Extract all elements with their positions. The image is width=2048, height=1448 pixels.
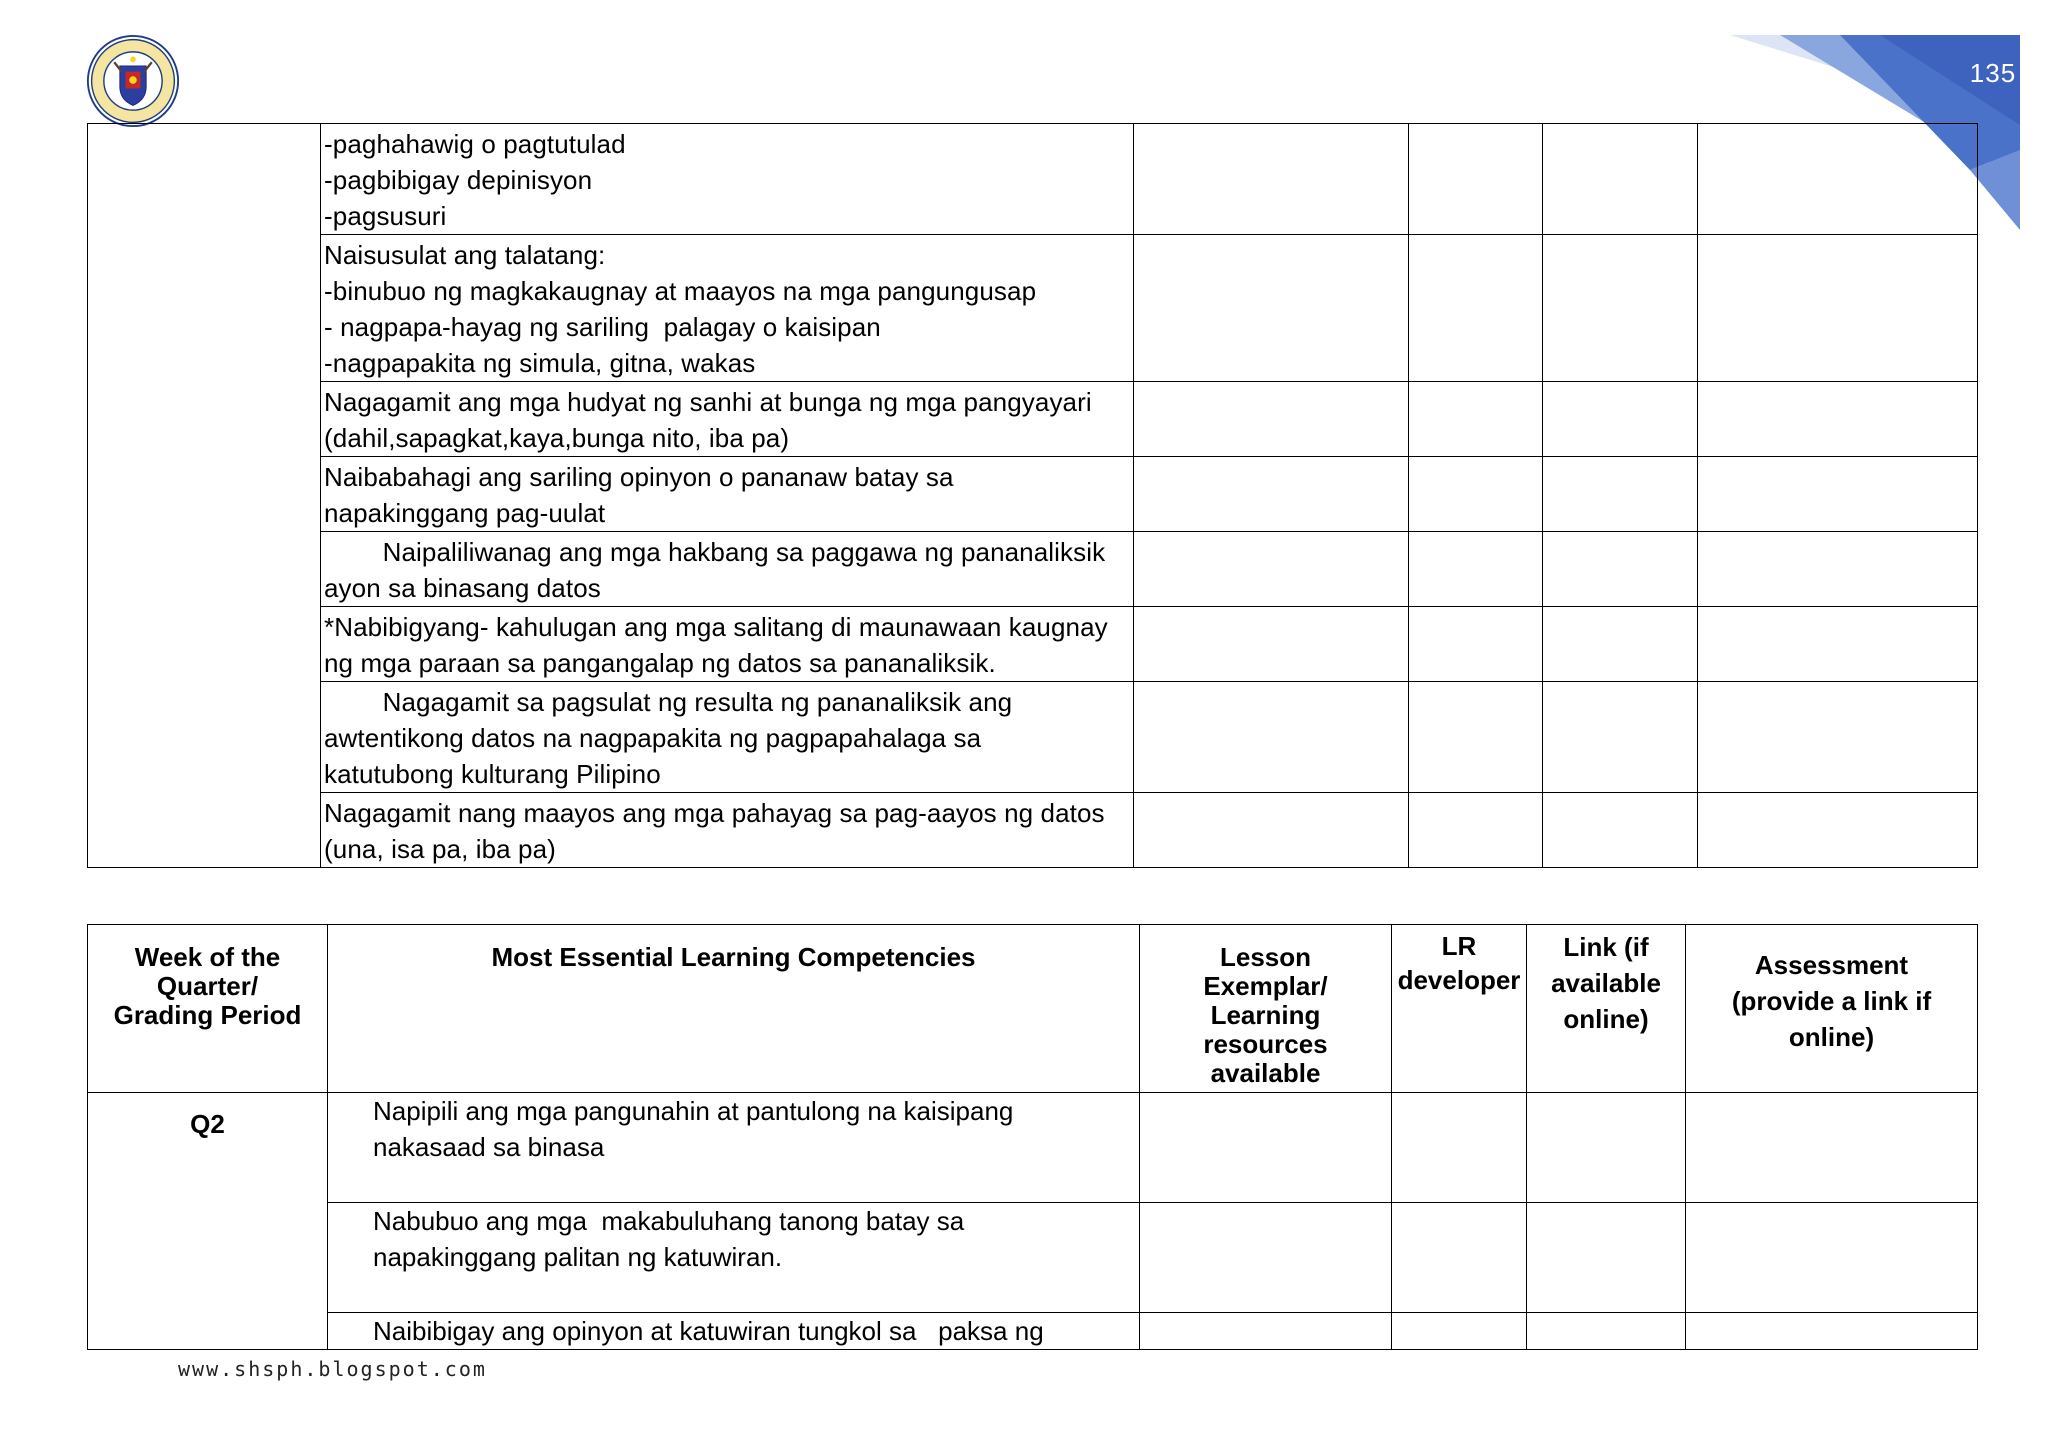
- page-number: 135: [1969, 58, 2017, 88]
- header-week: Week of the Quarter/ Grading Period: [88, 925, 328, 1093]
- table-row: [88, 235, 1978, 382]
- table-row: [88, 1093, 1978, 1203]
- competencies-table-continued: [87, 123, 1978, 868]
- table-row: [88, 607, 1978, 682]
- competency-cell: Naibabahagi ang sariling opinyon o pananaw batay sa napakinggang pag-uulat: [321, 457, 1134, 532]
- competency-cell: Nabubuo ang mga makabuluhang tanong batay sa napakinggang palitan ng katuwiran.: [328, 1203, 1140, 1313]
- competency-cell: Nagagamit sa pagsulat ng resulta ng pananaliksik ang awtentikong datos na nagpapakita ng pagpapahalaga sa katutubong kulturang Pilipino: [321, 682, 1134, 793]
- competency-cell: Naibibigay ang opinyon at katuwiran tungkol sa paksa ng: [328, 1313, 1140, 1350]
- footer-website-url: www.shsph.blogspot.com: [178, 1357, 487, 1381]
- table-row: [88, 382, 1978, 457]
- competency-cell: Napipili ang mga pangunahin at pantulong na kaisipang nakasaad sa binasa: [328, 1093, 1140, 1203]
- table-row: [88, 532, 1978, 607]
- competency-cell: -paghahawig o pagtutulad -pagbibigay depinisyon -pagsusuri: [321, 124, 1134, 235]
- table-row: [88, 793, 1978, 868]
- header-assessment: Assessment (provide a link if online): [1686, 925, 1978, 1093]
- table-header-row: [88, 925, 1978, 1093]
- header-link: Link (if available online): [1527, 925, 1686, 1093]
- competency-cell: Naipaliliwanag ang mga hakbang sa paggawa ng pananaliksik ayon sa binasang datos: [321, 532, 1134, 607]
- table-row: [88, 682, 1978, 793]
- competency-cell: Naisusulat ang talatang: -binubuo ng magkakaugnay at maayos na mga pangungusap - nagpapa-hayag ng sariling palagay o kaisipan -nagpapakita ng simula, gitna, wakas: [321, 235, 1134, 382]
- table-row: [88, 1203, 1978, 1313]
- week-cell-empty: [88, 124, 321, 868]
- header-melc: Most Essential Learning Competencies: [328, 925, 1140, 1093]
- table-row: [88, 124, 1978, 235]
- header-lr-developer: LR developer: [1392, 925, 1527, 1093]
- competency-cell: Nagagamit ang mga hudyat ng sanhi at bunga ng mga pangyayari (dahil,sapagkat,kaya,bunga nito, iba pa): [321, 382, 1134, 457]
- week-cell-q2: Q2: [88, 1093, 328, 1350]
- competency-cell: *Nabibigyang- kahulugan ang mga salitang di maunawaan kaugnay ng mga paraan sa pangangalap ng datos sa pananaliksik.: [321, 607, 1134, 682]
- table-row: [88, 1313, 1978, 1350]
- header-lesson-exemplar: Lesson Exemplar/ Learning resources available: [1140, 925, 1392, 1093]
- deped-seal-logo: [86, 34, 180, 128]
- competency-cell: Nagagamit nang maayos ang mga pahayag sa pag-aayos ng datos (una, isa pa, iba pa): [321, 793, 1134, 868]
- table-row: [88, 457, 1978, 532]
- melc-table-q2: [87, 924, 1978, 1350]
